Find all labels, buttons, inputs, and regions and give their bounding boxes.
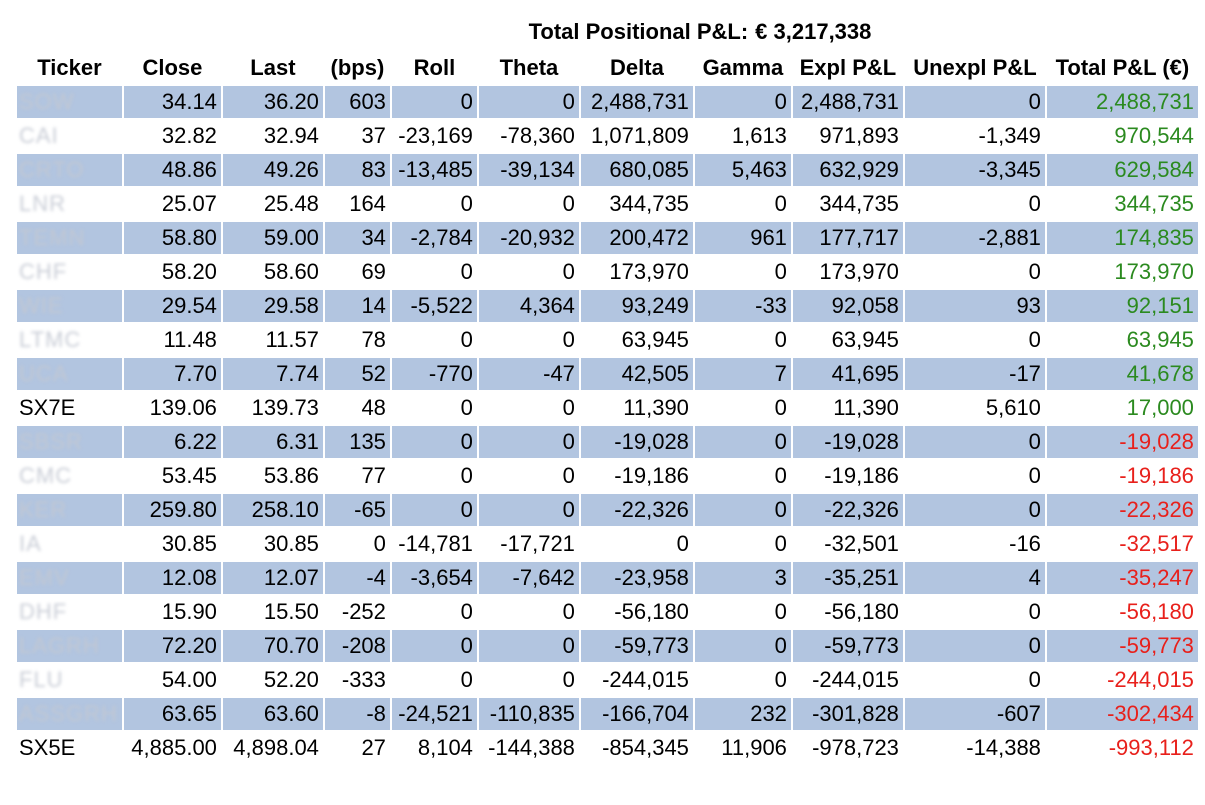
gamma-cell: 0: [695, 86, 791, 118]
theta-cell: 0: [562, 667, 575, 692]
ticker-cell: [17, 86, 122, 118]
roll-cell: 8,104: [417, 735, 473, 760]
last-cell: 11.57: [265, 327, 319, 352]
close-cell: 139.06: [149, 395, 217, 420]
total-cell: -302,434: [1047, 698, 1198, 730]
ticker-label: KER: [19, 497, 68, 522]
ticker-label: EMV: [19, 565, 70, 590]
gamma-cell: 0: [774, 395, 787, 420]
total-cell: -19,186: [1119, 463, 1194, 488]
bps-cell: -252: [341, 599, 386, 624]
table-row: [17, 290, 1198, 322]
gamma-cell: -33: [695, 290, 791, 322]
delta-cell: -59,773: [581, 630, 693, 662]
delta-cell: -166,704: [581, 698, 693, 730]
delta-cell: 2,488,731: [581, 86, 693, 118]
gamma-cell: 0: [774, 463, 787, 488]
ticker-cell: [17, 120, 122, 152]
roll-cell: 0: [460, 599, 473, 624]
unexpl-cell: 0: [905, 630, 1045, 662]
close-cell: 7.70: [124, 358, 221, 390]
unexpl-cell: -1,349: [978, 123, 1041, 148]
unexpl-cell: -2,881: [905, 222, 1045, 254]
last-cell: 70.70: [223, 630, 323, 662]
gamma-cell: 0: [774, 191, 787, 216]
close-cell: 48.86: [124, 154, 221, 186]
last-cell: 52.20: [263, 667, 319, 692]
total-cell: -244,015: [1107, 667, 1194, 692]
last-cell: 4,898.04: [233, 735, 319, 760]
bps-cell: -65: [325, 494, 390, 526]
expl-cell: 344,735: [819, 191, 899, 216]
total-cell: -59,773: [1047, 630, 1198, 662]
close-cell: 25.07: [161, 191, 217, 216]
theta-cell: 0: [562, 463, 575, 488]
ticker-cell: [17, 290, 122, 322]
ticker-cell: [17, 562, 122, 594]
expl-cell: 63,945: [831, 327, 899, 352]
expl-cell: 632,929: [793, 154, 903, 186]
bps-cell: 37: [361, 123, 386, 148]
delta-cell: 1,071,809: [591, 123, 689, 148]
theta-cell: 0: [479, 426, 579, 458]
gamma-cell: 5,463: [695, 154, 791, 186]
theta-cell: 4,364: [479, 290, 579, 322]
unexpl-cell: 0: [905, 86, 1045, 118]
ticker-label: TEMN: [19, 225, 86, 250]
roll-cell: 0: [460, 259, 473, 284]
roll-cell: -5,522: [392, 290, 477, 322]
bps-cell: 69: [361, 259, 386, 284]
close-cell: 30.85: [161, 531, 217, 556]
delta-cell: 42,505: [581, 358, 693, 390]
total-cell: 344,735: [1114, 191, 1194, 216]
ticker-cell: [17, 460, 122, 492]
delta-cell: 63,945: [621, 327, 689, 352]
ticker-label: SBSR: [19, 429, 83, 454]
total-cell: 17,000: [1126, 395, 1194, 420]
column-header-total-pnl: Total P&L (€): [1055, 55, 1190, 80]
ticker-label: CRTO: [19, 157, 85, 182]
delta-cell: -854,345: [602, 735, 689, 760]
close-cell: 53.45: [161, 463, 217, 488]
bps-cell: 14: [325, 290, 390, 322]
table-row: [17, 698, 1198, 730]
last-cell: 15.50: [263, 599, 319, 624]
expl-cell: 92,058: [793, 290, 903, 322]
expl-cell: -35,251: [793, 562, 903, 594]
gamma-cell: 0: [695, 494, 791, 526]
theta-cell: -144,388: [488, 735, 575, 760]
roll-cell: 0: [392, 630, 477, 662]
expl-cell: -244,015: [812, 667, 899, 692]
table-row: [17, 120, 1198, 152]
ticker-cell: [17, 596, 122, 628]
gamma-cell: 0: [774, 667, 787, 692]
gamma-cell: 0: [774, 531, 787, 556]
gamma-cell: 0: [695, 630, 791, 662]
last-cell: 25.48: [263, 191, 319, 216]
ticker-label: LTMC: [19, 327, 82, 352]
unexpl-cell: 93: [905, 290, 1045, 322]
ticker-cell: [17, 188, 122, 220]
gamma-cell: 232: [695, 698, 791, 730]
column-header-ticker: Ticker: [37, 55, 102, 80]
gamma-cell: 0: [774, 327, 787, 352]
roll-cell: -3,654: [392, 562, 477, 594]
bps-cell: 603: [325, 86, 390, 118]
column-header-close: Close: [142, 55, 203, 80]
expl-cell: 2,488,731: [793, 86, 903, 118]
total-cell: 174,835: [1047, 222, 1198, 254]
expl-cell: -301,828: [793, 698, 903, 730]
column-header-expl-pnl: Expl P&L: [799, 55, 897, 80]
last-cell: 58.60: [263, 259, 319, 284]
theta-cell: -39,134: [479, 154, 579, 186]
theta-cell: -78,360: [500, 123, 575, 148]
bps-cell: 135: [325, 426, 390, 458]
expl-cell: -56,180: [824, 599, 899, 624]
close-cell: 32.82: [161, 123, 217, 148]
unexpl-cell: 0: [1028, 667, 1041, 692]
last-cell: 139.73: [251, 395, 319, 420]
ticker-cell: [17, 222, 122, 254]
theta-cell: -110,835: [479, 698, 579, 730]
ticker-cell: [17, 154, 122, 186]
expl-cell: 177,717: [793, 222, 903, 254]
close-cell: 58.20: [161, 259, 217, 284]
column-header-gamma: Gamma: [702, 55, 784, 80]
roll-cell: -2,784: [392, 222, 477, 254]
ticker-cell: [17, 324, 122, 356]
roll-cell: 0: [460, 463, 473, 488]
close-cell: 72.20: [124, 630, 221, 662]
roll-cell: -770: [392, 358, 477, 390]
close-cell: 259.80: [124, 494, 221, 526]
close-cell: 63.65: [124, 698, 221, 730]
unexpl-cell: 0: [905, 426, 1045, 458]
unexpl-cell: -14,388: [966, 735, 1041, 760]
gamma-cell: 0: [774, 599, 787, 624]
total-pnl-value: € 3,217,338: [755, 19, 872, 44]
delta-cell: 93,249: [581, 290, 693, 322]
table-row: [17, 460, 1198, 492]
roll-cell: -24,521: [392, 698, 477, 730]
total-cell: 970,544: [1114, 123, 1194, 148]
table-row: [17, 324, 1198, 356]
ticker-cell: [17, 528, 122, 560]
ticker-cell: [17, 358, 122, 390]
unexpl-cell: 0: [1028, 599, 1041, 624]
theta-cell: 0: [562, 395, 575, 420]
last-cell: 59.00: [223, 222, 323, 254]
last-cell: 30.85: [263, 531, 319, 556]
total-cell: 629,584: [1047, 154, 1198, 186]
pnl-table: [15, 50, 1200, 766]
total-cell: -993,112: [1108, 735, 1194, 760]
close-cell: 11.48: [163, 327, 217, 352]
expl-cell: -22,326: [793, 494, 903, 526]
last-cell: 7.74: [223, 358, 323, 390]
table-row: [17, 562, 1198, 594]
ticker-label: IA: [19, 531, 42, 556]
ticker-label: FLU: [19, 667, 64, 692]
unexpl-cell: -17: [905, 358, 1045, 390]
unexpl-cell: 0: [1028, 463, 1041, 488]
last-cell: 63.60: [223, 698, 323, 730]
expl-cell: -32,501: [824, 531, 899, 556]
expl-cell: -978,723: [812, 735, 899, 760]
unexpl-cell: -3,345: [905, 154, 1045, 186]
table-row: [17, 528, 1198, 560]
table-row: [17, 596, 1198, 628]
close-cell: 12.08: [124, 562, 221, 594]
unexpl-cell: 0: [905, 494, 1045, 526]
total-cell: -22,326: [1047, 494, 1198, 526]
last-cell: 49.26: [223, 154, 323, 186]
close-cell: 29.54: [124, 290, 221, 322]
ticker-label: SX7E: [19, 395, 76, 420]
ticker-cell: [17, 698, 122, 730]
delta-cell: 344,735: [609, 191, 689, 216]
ticker-label: CAI: [19, 123, 59, 148]
expl-cell: -19,186: [824, 463, 899, 488]
expl-cell: 41,695: [793, 358, 903, 390]
ticker-cell: [17, 426, 122, 458]
total-cell: -35,247: [1047, 562, 1198, 594]
total-cell: -19,028: [1047, 426, 1198, 458]
bps-cell: 48: [361, 395, 386, 420]
unexpl-cell: -16: [1009, 531, 1041, 556]
last-cell: 12.07: [223, 562, 323, 594]
roll-cell: 0: [460, 191, 473, 216]
delta-cell: -19,186: [614, 463, 689, 488]
total-cell: -32,517: [1119, 531, 1194, 556]
theta-cell: 0: [479, 86, 579, 118]
column-header-delta: Delta: [610, 55, 664, 80]
theta-cell: 0: [562, 191, 575, 216]
close-cell: 6.22: [124, 426, 221, 458]
gamma-cell: 0: [774, 259, 787, 284]
ticker-label: WIE: [19, 293, 64, 318]
expl-cell: 173,970: [819, 259, 899, 284]
total-pnl-label: Total Positional P&L:: [528, 19, 749, 44]
column-header-bps: (bps): [330, 55, 385, 80]
total-cell: -56,180: [1119, 599, 1194, 624]
last-cell: 32.94: [263, 123, 319, 148]
gamma-cell: 3: [695, 562, 791, 594]
column-header-roll: Roll: [413, 55, 456, 80]
bps-cell: 77: [361, 463, 386, 488]
close-cell: 34.14: [124, 86, 221, 118]
ticker-label: UCA: [19, 361, 69, 386]
total-cell: 173,970: [1114, 259, 1194, 284]
total-cell: 2,488,731: [1047, 86, 1198, 118]
bps-cell: 34: [325, 222, 390, 254]
table-row: [17, 256, 1198, 288]
ticker-label: LNR: [19, 191, 67, 216]
expl-cell: 971,893: [819, 123, 899, 148]
ticker-cell: [17, 732, 122, 764]
bps-cell: 52: [325, 358, 390, 390]
table-row: [17, 392, 1198, 424]
table-row: [17, 358, 1198, 390]
roll-cell: -13,485: [392, 154, 477, 186]
total-positional-pnl: [0, 18, 1205, 46]
ticker-label: SOW: [19, 89, 75, 114]
theta-cell: -7,642: [479, 562, 579, 594]
close-cell: 54.00: [161, 667, 217, 692]
gamma-cell: 7: [695, 358, 791, 390]
column-header-theta: Theta: [499, 55, 559, 80]
delta-cell: -56,180: [614, 599, 689, 624]
unexpl-cell: 0: [1028, 191, 1041, 216]
theta-cell: 0: [479, 494, 579, 526]
expl-cell: -59,773: [793, 630, 903, 662]
table-row: [17, 426, 1198, 458]
bps-cell: -8: [325, 698, 390, 730]
bps-cell: 78: [361, 327, 386, 352]
ticker-cell: [17, 256, 122, 288]
close-cell: 4,885.00: [131, 735, 217, 760]
ticker-label: CHF: [19, 259, 68, 284]
last-cell: 53.86: [263, 463, 319, 488]
roll-cell: 0: [392, 426, 477, 458]
table-row: [17, 732, 1198, 764]
roll-cell: -14,781: [398, 531, 473, 556]
delta-cell: 173,970: [609, 259, 689, 284]
last-cell: 258.10: [223, 494, 323, 526]
table-row: [17, 188, 1198, 220]
header-row: [17, 52, 1198, 84]
ticker-cell: [17, 494, 122, 526]
delta-cell: 11,390: [623, 395, 689, 420]
delta-cell: 680,085: [581, 154, 693, 186]
total-cell: 63,945: [1126, 327, 1194, 352]
theta-cell: -20,932: [479, 222, 579, 254]
bps-cell: 83: [325, 154, 390, 186]
gamma-cell: 11,906: [721, 735, 787, 760]
delta-cell: -22,326: [581, 494, 693, 526]
last-cell: 6.31: [223, 426, 323, 458]
delta-cell: 200,472: [581, 222, 693, 254]
last-cell: 36.20: [223, 86, 323, 118]
delta-cell: -19,028: [581, 426, 693, 458]
roll-cell: 0: [460, 395, 473, 420]
theta-cell: 0: [562, 259, 575, 284]
table-row: [17, 86, 1198, 118]
total-cell: 92,151: [1047, 290, 1198, 322]
ticker-cell: [17, 630, 122, 662]
theta-cell: -47: [479, 358, 579, 390]
delta-cell: 0: [676, 531, 689, 556]
unexpl-cell: 0: [1028, 259, 1041, 284]
bps-cell: 164: [349, 191, 386, 216]
theta-cell: -17,721: [500, 531, 575, 556]
total-cell: 41,678: [1047, 358, 1198, 390]
unexpl-cell: 4: [905, 562, 1045, 594]
column-header-unexpl-pnl: Unexpl P&L: [913, 55, 1037, 80]
ticker-cell: [17, 664, 122, 696]
column-header-last: Last: [250, 55, 296, 80]
theta-cell: 0: [479, 630, 579, 662]
delta-cell: -23,958: [581, 562, 693, 594]
roll-cell: 0: [460, 327, 473, 352]
ticker-cell: [17, 392, 122, 424]
table-row: [17, 664, 1198, 696]
roll-cell: 0: [392, 86, 477, 118]
table-body: [17, 86, 1198, 764]
bps-cell: -333: [341, 667, 386, 692]
ticker-label: LAGRH: [19, 633, 100, 658]
expl-cell: -19,028: [793, 426, 903, 458]
close-cell: 58.80: [124, 222, 221, 254]
theta-cell: 0: [562, 327, 575, 352]
table-row: [17, 222, 1198, 254]
bps-cell: 0: [373, 531, 386, 556]
table-row: [17, 494, 1198, 526]
unexpl-cell: -607: [905, 698, 1045, 730]
ticker-label: SX5E: [19, 735, 76, 760]
roll-cell: -23,169: [398, 123, 473, 148]
table-row: [17, 630, 1198, 662]
gamma-cell: 961: [695, 222, 791, 254]
ticker-label: DHF: [19, 599, 68, 624]
bps-cell: -4: [325, 562, 390, 594]
ticker-label: ASSGRH: [19, 701, 118, 726]
unexpl-cell: 5,610: [985, 395, 1041, 420]
expl-cell: 11,390: [833, 395, 899, 420]
roll-cell: 0: [392, 494, 477, 526]
ticker-label: CMC: [19, 463, 73, 488]
bps-cell: 27: [361, 735, 386, 760]
table-row: [17, 154, 1198, 186]
close-cell: 15.90: [161, 599, 217, 624]
delta-cell: -244,015: [602, 667, 689, 692]
gamma-cell: 1,613: [731, 123, 787, 148]
theta-cell: 0: [562, 599, 575, 624]
unexpl-cell: 0: [1028, 327, 1041, 352]
bps-cell: -208: [325, 630, 390, 662]
roll-cell: 0: [460, 667, 473, 692]
last-cell: 29.58: [223, 290, 323, 322]
gamma-cell: 0: [695, 426, 791, 458]
